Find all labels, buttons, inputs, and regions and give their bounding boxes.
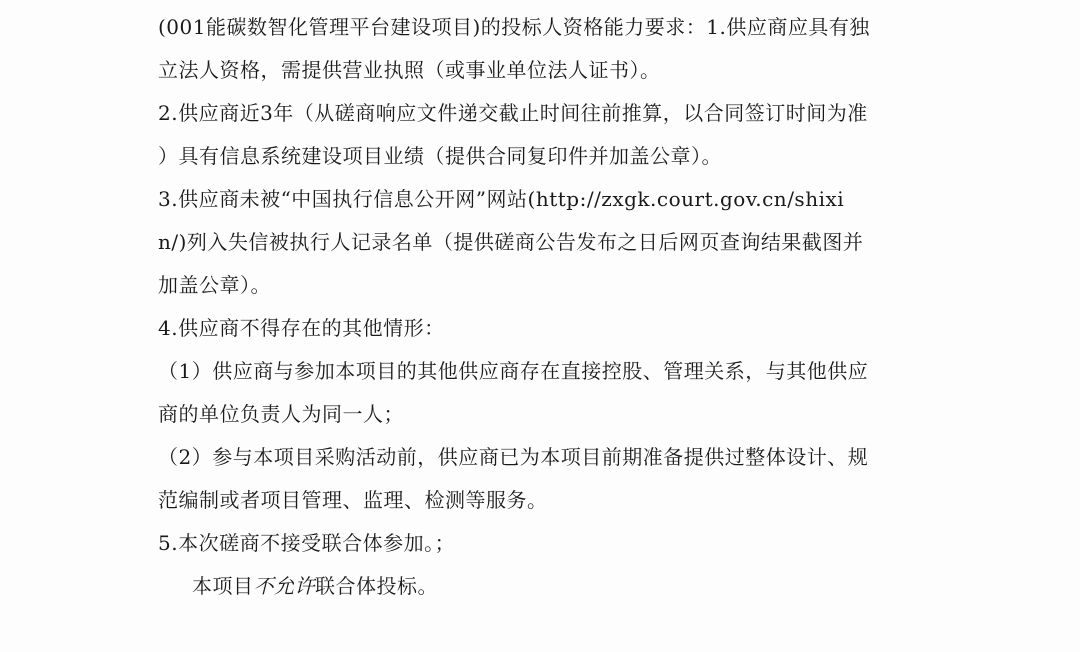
text-line: 范编制或者项目管理、监理、检测等服务。: [158, 488, 548, 512]
text-line: ）具有信息系统建设项目业绩（提供合同复印件并加盖公章）。: [158, 144, 722, 168]
final-statement-emphasis: 不允许: [253, 574, 315, 598]
text-line: 立法人资格，需提供营业执照（或事业单位法人证书）。: [158, 58, 661, 82]
final-statement-suffix: 联合体投标。: [315, 574, 438, 598]
text-line: 加盖公章）。: [158, 273, 271, 297]
text-line: （2）参与本项目采购活动前，供应商已为本项目前期准备提供过整体设计、规: [158, 445, 869, 469]
text-line: (001能碳数智化管理平台建设项目)的投标人资格能力要求：1.供应商应具有独: [158, 15, 870, 39]
final-statement-prefix: 本项目: [192, 574, 254, 598]
text-line: 商的单位负责人为同一人；: [158, 402, 404, 426]
text-line-url: 3.供应商未被“中国执行信息公开网”网站(http://zxgk.court.gov.cn/shixi: [158, 187, 845, 211]
text-line: （1）供应商与参加本项目的其他供应商存在直接控股、管理关系，与其他供应: [158, 359, 869, 383]
document-body: [158, 6, 918, 608]
text-line: n/)列入失信被执行人记录名单（提供磋商公告发布之日后网页查询结果截图并: [158, 230, 864, 254]
text-line: 2.供应商近3年（从磋商响应文件递交截止时间往前推算，以合同签订时间为准: [158, 101, 868, 125]
text-line: 5.本次磋商不接受联合体参加。；: [158, 531, 456, 555]
text-line: 4.供应商不得存在的其他情形：: [158, 316, 445, 340]
final-statement: [158, 565, 918, 608]
